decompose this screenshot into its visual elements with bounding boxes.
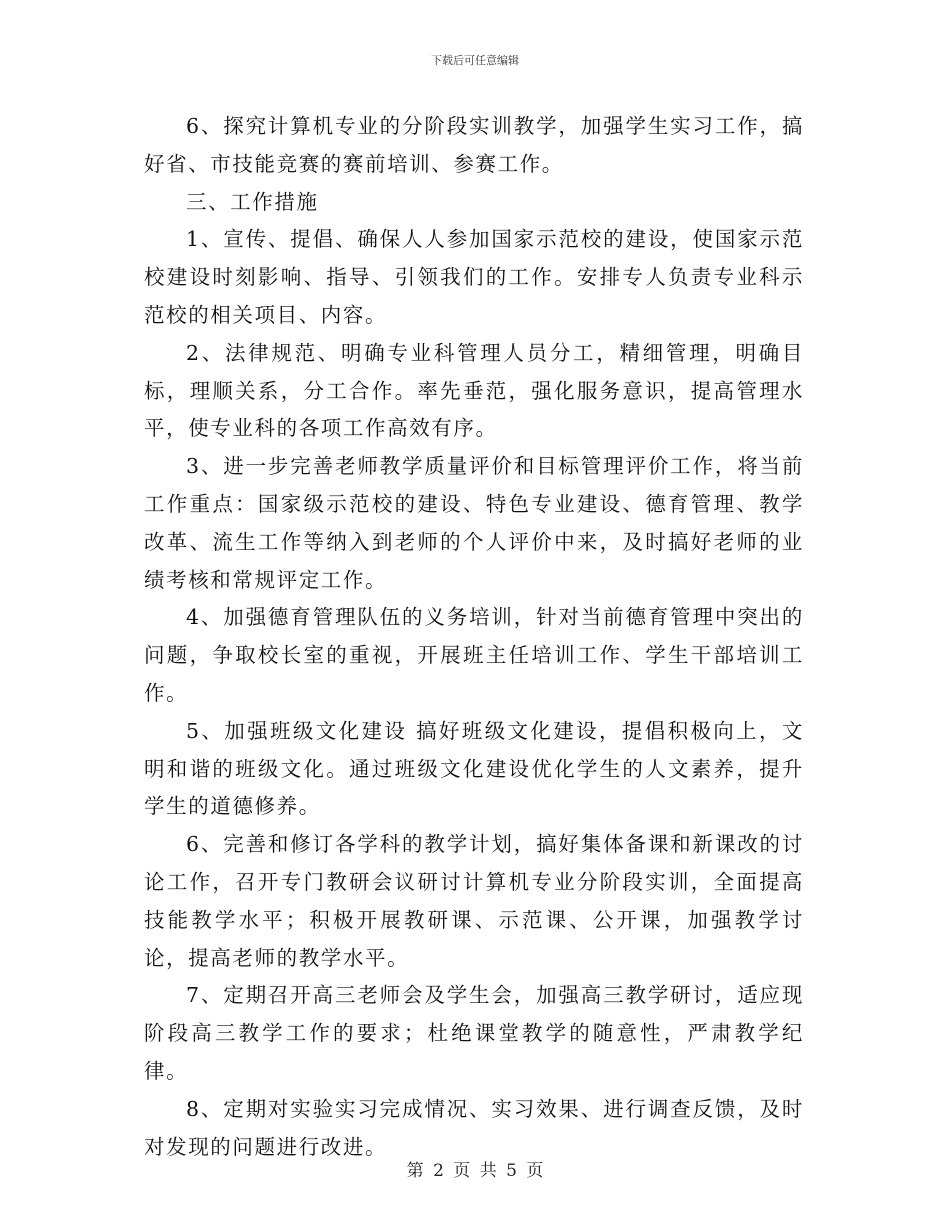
section-heading-measures: 三、工作措施: [186, 189, 319, 214]
paragraph-measure-4: 4、加强德育管理队伍的义务培训，针对当前德育管理中突出的问题，争取校长室的重视，开展班主任培训工作、学生干部培训工作。: [144, 605, 804, 705]
paragraph-measure-6: 6、完善和修订各学科的教学计划，搞好集体备课和新课改的讨论工作，召开专门教研会议研讨计算机专业分阶段实训，全面提高技能教学水平；积极开展教研课、示范课、公开课，加强教学讨论，提高老师的教学水平。: [144, 832, 804, 970]
page-number-footer: 第 2 页 共 5 页: [406, 1161, 544, 1181]
paragraph-item-6-training: 6、探究计算机专业的分阶段实训教学，加强学生实习工作，搞好省、市技能竞赛的赛前培训、参赛工作。: [144, 114, 804, 176]
paragraph-measure-5: 5、加强班级文化建设 搞好班级文化建设，提倡积极向上，文明和谐的班级文化。通过班级文化建设优化学生的人文素养，提升学生的道德修养。: [144, 718, 804, 819]
page-header: 下载后可任意编辑: [431, 54, 519, 67]
paragraph-measure-3: 3、进一步完善老师教学质量评价和目标管理评价工作，将当前工作重点：国家级示范校的建设、特色专业建设、德育管理、教学改革、流生工作等纳入到老师的个人评价中来，及时搞好老师的业绩考核和常规评定工作。: [144, 454, 804, 592]
document-body: [144, 108, 804, 1166]
paragraph-measure-1: 1、宣传、提倡、确保人人参加国家示范校的建设，使国家示范校建设时刻影响、指导、引领我们的工作。安排专人负责专业科示范校的相关项目、内容。: [144, 227, 804, 327]
paragraph-measure-8: 8、定期对实验实习完成情况、实习效果、进行调查反馈，及时对发现的问题进行改进。: [144, 1096, 804, 1159]
paragraph-measure-7: 7、定期召开高三老师会及学生会，加强高三教学研讨，适应现阶段高三教学工作的要求；杜绝课堂教学的随意性，严肃教学纪律。: [144, 983, 804, 1083]
paragraph-measure-2: 2、法律规范、明确专业科管理人员分工，精细管理，明确目标，理顺关系，分工合作。率先垂范，强化服务意识，提高管理水平，使专业科的各项工作高效有序。: [144, 340, 804, 441]
